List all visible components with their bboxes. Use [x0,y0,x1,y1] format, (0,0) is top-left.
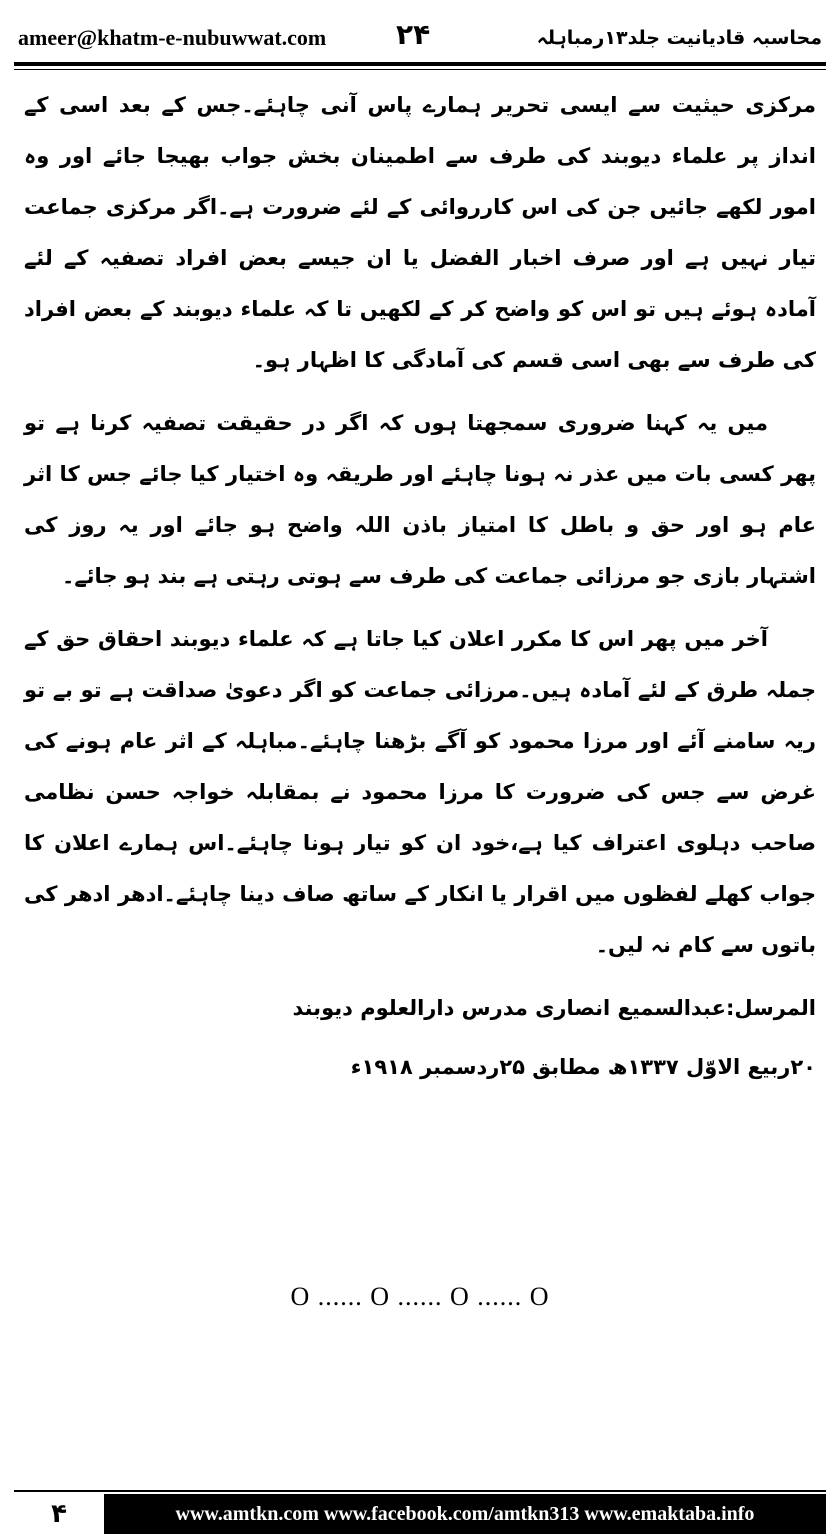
footer-page-number: ۴ [51,1499,67,1529]
page-body [24,80,816,1105]
header-book-title: محاسبہ قادیانیت جلد۱۳رمباہلہ [536,27,822,49]
footer-rule [14,1490,826,1492]
page-footer [14,1494,826,1534]
header-page-number: ۲۴ [396,18,431,51]
header-email[interactable]: ameer@khatm-e-nubuwwat.com [18,25,327,50]
header-rule-thin [14,69,826,70]
header-rule-thick [14,62,826,66]
body-paragraph-3: آخر میں پھر اس کا مکرر اعلان کیا جاتا ہے کہ علماء دیوبند احقاق حق کے جملہ طرق کے لئے آمادہ ہیں۔مرزائی جماعت کو اگر دعویٰ صداقت ہے تو بے تو ریہ سامنے آئے اور مرزا محمود کو آگے بڑھنا چاہئے۔مباہلہ کے اثر عام ہونے کی غرض سے جس کی ضرورت کا مرزا محمود نے بمقابلہ خواجہ حسن نظامی صاحب دہلوی اعتراف کیا ہے،خود ان کو تیار ہونا چاہئے۔اس ہمارے اعلان کا جواب کھلے لفظوں میں اقرار یا انکار کے ساتھ صاف دینا چاہئے۔ادھر ادھر کی باتوں سے کام نہ لیں۔ [24,627,816,957]
section-separator: O ...... O ...... O ...... O [290,1282,550,1311]
footer-links[interactable]: www.amtkn.com www.facebook.com/amtkn313 www.emaktaba.info [104,1494,826,1534]
page-header [18,18,822,58]
signature-line: المرسل:عبدالسمیع انصاری مدرس دارالعلوم دیوبند [292,996,816,1020]
body-paragraph-1: مرکزی حیثیت سے ایسی تحریر ہمارے پاس آنی چاہئے۔جس کے بعد اسی کے انداز پر علماء دیوبند کی طرف سے اطمینان بخش جواب بھیجا جائے اور وہ امور لکھے جائیں جن کی اس کارروائی کے لئے ضرورت ہے۔اگر مرکزی جماعت تیار نہیں ہے اور صرف اخبار الفضل یا ان جیسے بعض افراد تصفیہ کے لئے آمادہ ہوئے ہیں تو اس کو واضح کر کے لکھیں تا کہ علماء دیوبند کے بعض افراد کی طرف سے بھی اسی قسم کی آمادگی کا اظہار ہو۔ [24,93,816,372]
body-paragraph-2: میں یہ کہنا ضروری سمجھتا ہوں کہ اگر در حقیقت تصفیہ کرنا ہے تو پھر کسی بات میں عذر نہ ہونا چاہئے اور طریقہ وہ اختیار کیا جائے جس کا اثر عام ہو اور حق و باطل کا امتیاز باذن اللہ واضح ہو جائے اور یہ روز کی اشتہار بازی جو مرزائی جماعت کی طرف سے ہوتی رہتی ہے بند ہو جائے۔ [24,411,816,588]
date-line: ۲۰ربیع الاوّل ۱۳۳۷ھ مطابق ۲۵ردسمبر ۱۹۱۸ء [350,1055,816,1079]
